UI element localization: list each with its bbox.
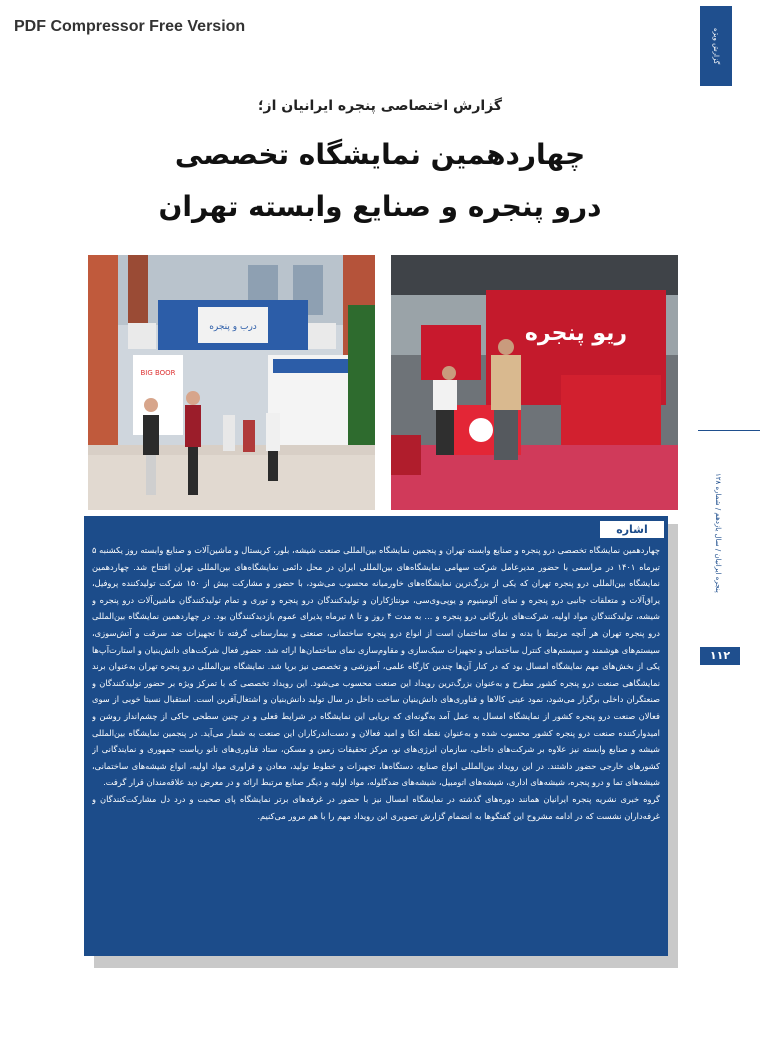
headline-line-1: چهاردهمین نمایشگاه تخصصی bbox=[174, 138, 586, 171]
intro-paragraph-2: گروه خبری نشریه پنجره ایرانیان همانند دوره‌های گذشته در نمایشگاه امسال نیز با حضور در غرفه‌های برتر نمایشگاه پای صحبت و درد دل مشارکت‌کنندگان و غرفه‌داران نشست که در ادامه مشروح این گفتگوها به انضمام گزارش تصویری این رویداد مهم را با هم مرور می‌کنیم. bbox=[92, 793, 660, 821]
section-tab-label: گزارش ویژه bbox=[712, 27, 720, 65]
headline-line-2: درو پنجره و صنایع وابسته تهران bbox=[158, 190, 602, 223]
section-tab bbox=[700, 6, 732, 86]
watermark: PDF Compressor Free Version bbox=[14, 18, 246, 35]
issue-meta: پنجره ایرانیان / سال یازدهم / شماره ۱۲۸ bbox=[714, 473, 722, 593]
side-divider bbox=[698, 430, 760, 431]
booth-brand: ریو پنجره bbox=[524, 321, 628, 346]
photo-exhibition-entrance bbox=[88, 255, 375, 510]
intro-box-body bbox=[92, 542, 660, 954]
kicker: گزارش اختصاصی پنجره ایرانیان از؛ bbox=[257, 98, 503, 114]
page-number: ۱۱۲ bbox=[700, 647, 740, 665]
intro-paragraph-1: چهاردهمین نمایشگاه تخصصی درو پنجره و صنایع وابسته تهران و پنجمین نمایشگاه بین‌المللی صنعت شیشه، بلور، کریستال و ماشین‌آلات و صنایع وابسته روز یکشنبه ۵ تیرماه ۱۴۰۱ در مراسمی با حضور مدیرعامل شرکت سهامی نمایشگاه‌های بین‌المللی ایران در محل دائمی نمایشگاه‌های بین‌المللی تهران افتتاح شد. چهاردهمین نمایشگاه بین‌المللی درو پنجره تهران که یکی از بزرگ‌ترین نمایشگاه‌های خاورمیانه محسوب می‌شود، با حضور و مشارکت بیش از ۱۵۰ شرکت تولیدکننده پروفیل، یراق‌آلات و متعلقات جانبی درو پنجره و نمای آلومینیوم و یو‌پی‌وی‌سی، مونتاژکاران و تولیدکنندگان درو پنجره و توری و تمام تولیدکنندگان ماشین‌آلات درو پنجره و شیشه، تولیدکنندگان مواد اولیه، شرکت‌های بازرگانی درو پنجره و ... به مدت ۴ روز و تا ۸ تیرماه پذیرای عموم بازدیدکنندگان بود. در چهاردهمین نمایشگاه بین‌المللی درو پنجره تهران هر آنچه مرتبط با بدنه و نمای ساختمان است از انواع درو پنجره ساختمانی، صنعتی و بیمارستانی گرفته تا تجهیزات ضد سرقت و آتش‌سوزی، سیستم‌های هوشمند و سیستم‌های کنترل ساختمانی و تجهیزات سبک‌سازی و مقاوم‌سازی نمای ساختمان‌ها ارائه شد. حضور فعال شرکت‌های دانش‌بنیان و استارت‌آپ‌ها یکی از بخش‌های مهم نمایشگاه امسال بود که در کنار آن‌ها چندین کارگاه علمی، آموزشی و تخصصی نیز برپا شد. نمایشگاه بین‌المللی درو پنجره تهران به‌عنوان برند نمایشگاهی صنعت درو پنجره کشور مطرح و به‌عنوان بزرگ‌ترین رویداد این صنعت محسوب می‌شود. این رویداد تخصصی که با تمرکز ویژه بر حضور تولیدکنندگان و صنعتگران داخلی برگزار می‌شود، نمود عینی کالاها و فناوری‌های دانش‌بنیان ساخت داخل در سال تولید دانش‌بنیان و اشتغال‌آفرین است. استقبال نسبتا خوبی از سوی فعالان صنعت درو پنجره کشور از نمایشگاه امسال به عمل آمد به‌گونه‌ای که برپایی این نمایشگاه در شرایط فعلی و در چنین سطحی حاکی از چشم‌انداز روشن و امیدوارکننده صنعت درو پنجره کشور محسوب شده و به‌عنوان نقطه اتکا و امید فعالان و دست‌اندرکاران این صنعت به شمار می‌آید. در پنجمین نمایشگاه بین‌المللی شیشه و صنایع وابسته نیز علاوه بر شرکت‌های داخلی، سازمان انرژی‌های نو، مرکز تحقیقات زمین و مسکن، ستاد فناوری‌های نانو ریاست جمهوری و نمایندگانی از کشورهای خارجی حضور داشتند. در این رویداد بین‌المللی انواع صنایع، دستگاه‌ها، تجهیزات و خطوط تولید، معادن و فراوری مواد اولیه، انواع شیشه‌های ساختمانی، شیشه‌های تما و درو پنجره، شیشه‌های اداری، شیشه‌های اتومبیل، شیشه‌های ضدگلوله، مواد اولیه و دیگر صنایع مرتبط ارائه و در معرض دید علاقه‌مندان قرار گرفت. bbox=[92, 545, 660, 788]
intro-box-header: اشاره bbox=[600, 521, 664, 538]
photo-exhibition-booth bbox=[391, 255, 678, 510]
booth-text: BIG BOOR bbox=[140, 369, 176, 377]
banner-text: درب و پنجره bbox=[209, 322, 257, 332]
